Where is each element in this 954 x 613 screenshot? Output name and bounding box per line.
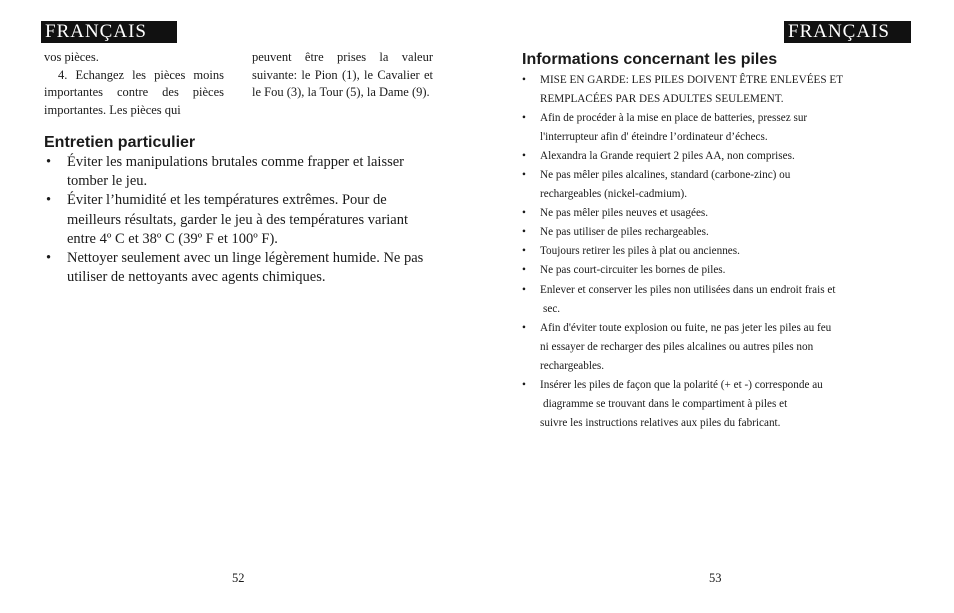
bullet-icon: • — [522, 245, 526, 258]
text-column-b — [252, 49, 433, 102]
list-item-line: Afin d'éviter toute explosion ou fuite, ne pas jeter les piles au feu — [540, 321, 832, 334]
bullet-icon: • — [522, 226, 526, 239]
list-item-line: Ne pas utiliser de piles rechargeables. — [540, 226, 709, 239]
bullet-icon: • — [46, 192, 52, 209]
list-item — [522, 242, 902, 261]
list-item — [522, 223, 902, 242]
list-item-line: diagramme se trouvant dans le compartiment à piles et — [543, 397, 788, 410]
bullet-icon: • — [46, 250, 52, 267]
list-item — [522, 147, 902, 166]
list-item-line: Ne pas mêler piles alcalines, standard (carbone-zinc) ou — [540, 169, 791, 182]
list-item — [44, 249, 439, 287]
list-item-line: rechargeables. — [540, 359, 605, 372]
right-page — [477, 0, 954, 613]
paragraph: vos pièces. — [44, 50, 99, 64]
bullet-icon: • — [522, 74, 526, 86]
maintenance-list — [44, 153, 439, 287]
page-number: 52 — [232, 571, 245, 585]
bullet-icon: • — [522, 264, 526, 277]
list-item — [522, 204, 902, 223]
section-title: Entretien particulier — [44, 134, 196, 151]
list-item-line: Toujours retirer les piles à plat ou anciennes. — [540, 245, 740, 258]
list-item — [522, 109, 902, 147]
text-column-a — [44, 49, 224, 119]
list-item-line: Enlever et conserver les piles non utilisées dans un endroit frais et — [540, 283, 836, 296]
list-item-text: Éviter les manipulations brutales comme frapper et laisser tomber le jeu. — [67, 154, 405, 190]
list-item-line: Ne pas mêler piles neuves et usagées. — [540, 207, 709, 220]
list-item — [44, 191, 439, 249]
page-number: 53 — [709, 571, 722, 585]
list-item — [522, 376, 902, 433]
bullet-icon: • — [46, 154, 52, 170]
list-item — [522, 281, 902, 319]
list-item-text: Nettoyer seulement avec un linge légèrement humide. Ne pas utiliser de nettoyants avec agents chimiques. — [67, 250, 424, 286]
bullet-icon: • — [522, 378, 526, 391]
battery-list — [522, 71, 902, 433]
list-item — [44, 153, 439, 191]
list-item-line: Alexandra la Grande requiert 2 piles AA, non comprises. — [540, 150, 795, 163]
list-item — [522, 319, 902, 376]
language-label: FRANÇAIS — [41, 21, 177, 43]
list-item — [522, 71, 902, 109]
bullet-icon: • — [522, 150, 526, 163]
bullet-icon: • — [522, 112, 526, 125]
list-item-line: ni essayer de recharger des piles alcalines ou autres piles non — [540, 340, 814, 353]
section-title: Informations concernant les piles — [522, 51, 778, 68]
language-label: FRANÇAIS — [784, 21, 911, 43]
bullet-icon: • — [522, 169, 526, 182]
list-item-text: Éviter l’humidité et les températures extrêmes. Pour de meilleurs résultats, garder le jeu à des températures variant entre 4º C et 38º C (39º F et 100º F). — [67, 192, 409, 247]
list-item-line: suivre les instructions relatives aux piles du fabricant. — [540, 416, 781, 429]
paragraph: peuvent être prises la valeur suivante: le Pion (1), le Cavalier et le Fou (3), la Tour (5), la Dame (9). — [252, 50, 433, 99]
list-item — [522, 261, 902, 280]
list-item-line: REMPLACÉES PAR DES ADULTES SEULEMENT. — [540, 93, 784, 106]
list-item-line: Afin de procéder à la mise en place de batteries, pressez sur — [540, 112, 808, 125]
list-item-line: Insérer les piles de façon que la polarité (+ et -) corresponde au — [540, 378, 823, 391]
list-item-line: sec. — [543, 302, 561, 315]
list-item-line: Ne pas court-circuiter les bornes de piles. — [540, 264, 726, 277]
paragraph: 4. Echangez les pièces moins importantes contre des pièces importantes. Les pièces qui — [44, 67, 224, 117]
list-item-line: MISE EN GARDE: LES PILES DOIVENT ÊTRE ENLEVÉES ET — [540, 74, 844, 86]
bullet-icon: • — [522, 207, 526, 220]
bullet-icon: • — [522, 283, 526, 296]
bullet-icon: • — [522, 321, 526, 334]
list-item-line: rechargeables (nickel-cadmium). — [540, 188, 688, 201]
list-item — [522, 166, 902, 204]
list-item-line: l'interrupteur afin d' éteindre l’ordinateur d’échecs. — [540, 131, 768, 144]
